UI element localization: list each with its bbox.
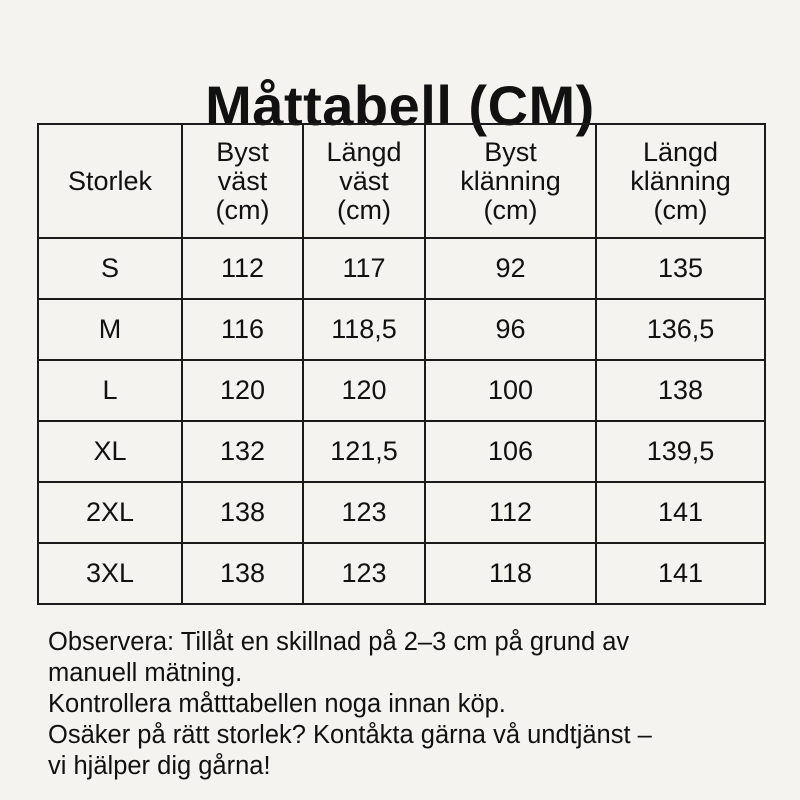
table-cell: 112 [182, 238, 303, 299]
table-cell: 116 [182, 299, 303, 360]
table-cell: 138 [182, 543, 303, 604]
notes-block [48, 627, 778, 782]
table-cell: 120 [303, 360, 425, 421]
table-row [38, 299, 765, 360]
table-cell: 135 [596, 238, 765, 299]
table-header-row [38, 124, 765, 238]
note-line: vi hjälper dig gårna! [48, 752, 271, 780]
header-line: väst [339, 165, 389, 196]
size-cell: M [38, 299, 182, 360]
table-cell: 141 [596, 482, 765, 543]
header-line: klänning [630, 165, 731, 196]
header-line: (cm) [653, 194, 708, 225]
table-cell: 117 [303, 238, 425, 299]
table-cell: 120 [182, 360, 303, 421]
table-cell: 96 [425, 299, 596, 360]
size-cell: S [38, 238, 182, 299]
table-cell: 121,5 [303, 421, 425, 482]
size-cell: L [38, 360, 182, 421]
header-line: väst [217, 165, 268, 196]
header-size [38, 124, 182, 238]
header-length-vest [303, 124, 425, 238]
size-cell: 2XL [38, 482, 182, 543]
table-cell: 100 [425, 360, 596, 421]
note-line: Osäker på rätt storlek? Kontåkta gärna vå undtjänst – [48, 721, 652, 749]
table-cell: 138 [596, 360, 765, 421]
header-bust-vest [182, 124, 303, 238]
size-cell: 3XL [38, 543, 182, 604]
header-line: klänning [460, 165, 561, 196]
header-line: (cm) [337, 194, 391, 225]
header-line: (cm) [215, 194, 270, 225]
table-cell: 118 [425, 543, 596, 604]
note-line: Kontrollera måtttabellen noga innan köp. [48, 690, 506, 718]
table-row [38, 421, 765, 482]
page-title: Måttabell (CM) [205, 73, 595, 137]
table-row [38, 238, 765, 299]
table-cell: 138 [182, 482, 303, 543]
note-line: manuell mätning. [48, 659, 243, 687]
table-cell: 136,5 [596, 299, 765, 360]
header-line: Byst [484, 136, 537, 167]
size-table [37, 123, 766, 605]
table-cell: 123 [303, 482, 425, 543]
table-cell: 141 [596, 543, 765, 604]
table-cell: 132 [182, 421, 303, 482]
note-line: Observera: Tillåt en skillnad på 2–3 cm på grund av [48, 628, 630, 656]
table-cell: 118,5 [303, 299, 425, 360]
table-row [38, 543, 765, 604]
table-cell: 92 [425, 238, 596, 299]
table-row [38, 360, 765, 421]
table-row [38, 482, 765, 543]
table-cell: 123 [303, 543, 425, 604]
header-line: (cm) [483, 194, 538, 225]
header-line: Byst [216, 136, 269, 167]
header-length-dress [596, 124, 765, 238]
table-cell: 112 [425, 482, 596, 543]
header-line: Längd [642, 136, 719, 167]
size-cell: XL [38, 421, 182, 482]
header-line: Längd [326, 136, 402, 167]
table-cell: 106 [425, 421, 596, 482]
header-bust-dress [425, 124, 596, 238]
header-size-line: Storlek [67, 165, 153, 196]
table-cell: 139,5 [596, 421, 765, 482]
